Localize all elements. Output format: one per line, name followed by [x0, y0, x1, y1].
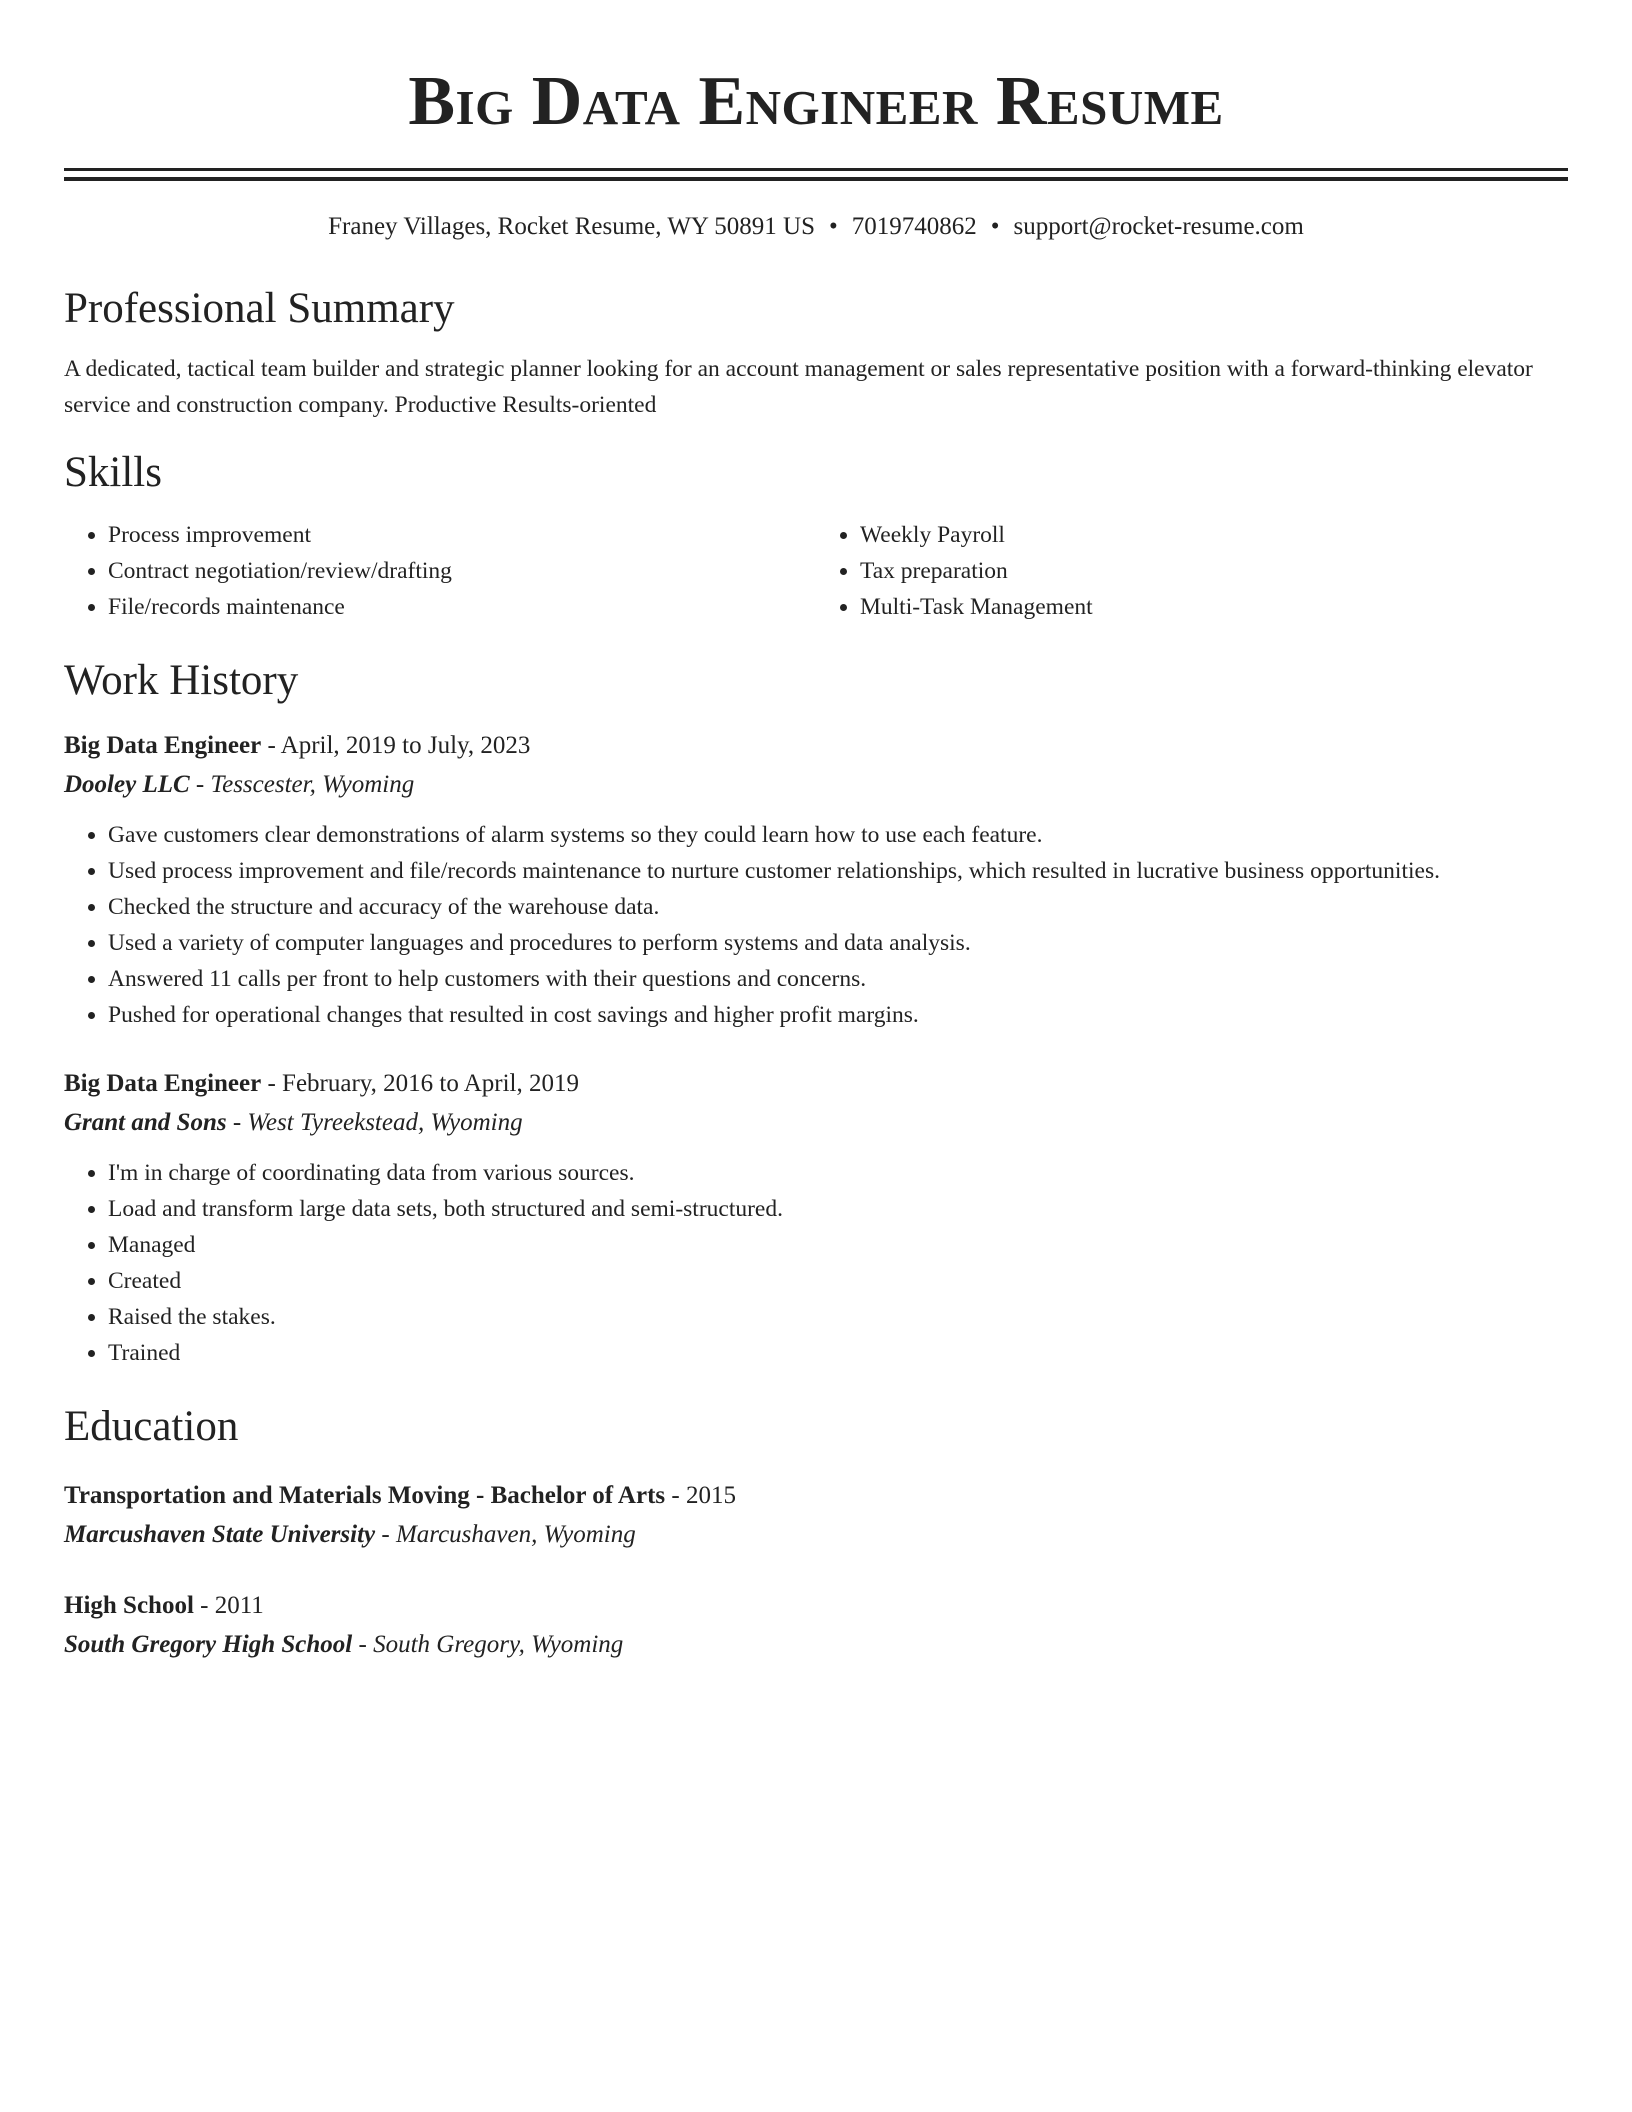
- job-bullet: • Raised the stakes.: [108, 1299, 1568, 1335]
- job-bullet: • Used a variety of computer languages and procedures to perform systems and data analysis.: [108, 925, 1568, 961]
- job-entry: [64, 1065, 1568, 1371]
- degree: High School: [64, 1592, 194, 1619]
- job-title-line: [64, 727, 1568, 765]
- skills-list: [64, 517, 1568, 625]
- skills-heading: Skills: [64, 449, 162, 496]
- job-company: Grant and Sons: [64, 1109, 227, 1136]
- job-bullet: • Used process improvement and file/records maintenance to nurture customer relationships, which resulted in lucrative business opportunities.: [108, 853, 1568, 889]
- school-line: [64, 1625, 1568, 1665]
- title-rule-bottom: [64, 177, 1568, 181]
- job-bullet: • Load and transform large data sets, both structured and semi-structured.: [108, 1191, 1568, 1227]
- skill-item: • Process improvement: [108, 517, 816, 553]
- graduation-year: - 2011: [193, 1592, 264, 1619]
- degree-line: [64, 1477, 1568, 1515]
- summary-heading: Professional Summary: [64, 285, 455, 332]
- skill-item: • Contract negotiation/review/drafting: [108, 553, 816, 589]
- job-bullets: [64, 1155, 1568, 1371]
- degree-line: [64, 1587, 1568, 1625]
- job-entry: [64, 727, 1568, 1033]
- job-title: Big Data Engineer: [64, 732, 262, 759]
- skills-column-right: [816, 517, 1568, 625]
- job-company-line: [64, 1103, 1568, 1143]
- title-rule-top: [64, 168, 1568, 171]
- degree: Transportation and Materials Moving - Bachelor of Arts: [64, 1482, 666, 1509]
- school-location: - South Gregory, Wyoming: [352, 1631, 624, 1658]
- school: South Gregory High School: [64, 1631, 353, 1658]
- job-location: - West Tyreekstead, Wyoming: [226, 1109, 523, 1136]
- job-bullet: • Created: [108, 1263, 1568, 1299]
- contact-email: support@rocket-resume.com: [1013, 213, 1304, 240]
- job-bullet: • Pushed for operational changes that resulted in cost savings and higher profit margins.: [108, 997, 1568, 1033]
- school: Marcushaven State University: [64, 1521, 376, 1548]
- job-bullet: • Trained: [108, 1335, 1568, 1371]
- contact-phone: 7019740862: [851, 213, 977, 240]
- job-dates: - February, 2016 to April, 2019: [261, 1070, 580, 1097]
- job-company: Dooley LLC: [64, 771, 190, 798]
- resume-title: Big Data Engineer Resume: [408, 63, 1224, 140]
- job-company-line: [64, 765, 1568, 805]
- education-entry: [64, 1477, 1568, 1555]
- skill-item: • Tax preparation: [860, 553, 1568, 589]
- summary-text: A dedicated, tactical team builder and strategic planner looking for an account management or sales representative position with a forward-thinking elevator service and construction company. Productive Results-oriented: [64, 356, 1533, 418]
- graduation-year: - 2015: [665, 1482, 736, 1509]
- school-line: [64, 1515, 1568, 1555]
- skill-item: • Multi-Task Management: [860, 589, 1568, 625]
- job-dates: - April, 2019 to July, 2023: [261, 732, 531, 759]
- skill-item: • Weekly Payroll: [860, 517, 1568, 553]
- school-location: - Marcushaven, Wyoming: [375, 1521, 636, 1548]
- contact-line: [64, 211, 1568, 243]
- job-title: Big Data Engineer: [64, 1070, 262, 1097]
- education-entry: [64, 1587, 1568, 1665]
- contact-separator: •: [990, 213, 1000, 240]
- job-location: - Tesscester, Wyoming: [189, 771, 415, 798]
- education-heading: Education: [64, 1403, 239, 1450]
- skill-item: • File/records maintenance: [108, 589, 816, 625]
- job-bullet: • I'm in charge of coordinating data from various sources.: [108, 1155, 1568, 1191]
- job-title-line: [64, 1065, 1568, 1103]
- job-bullet: • Checked the structure and accuracy of the warehouse data.: [108, 889, 1568, 925]
- contact-separator: •: [829, 213, 838, 240]
- job-bullet: • Gave customers clear demonstrations of alarm systems so they could learn how to use each feature.: [108, 817, 1568, 853]
- contact-address: Franey Villages, Rocket Resume, WY 50891 US: [328, 213, 816, 240]
- job-bullet: • Managed: [108, 1227, 1568, 1263]
- job-bullet: • Answered 11 calls per front to help customers with their questions and concerns.: [108, 961, 1568, 997]
- skills-column-left: [64, 517, 816, 625]
- job-bullets: [64, 817, 1568, 1033]
- work-history-heading: Work History: [64, 657, 299, 704]
